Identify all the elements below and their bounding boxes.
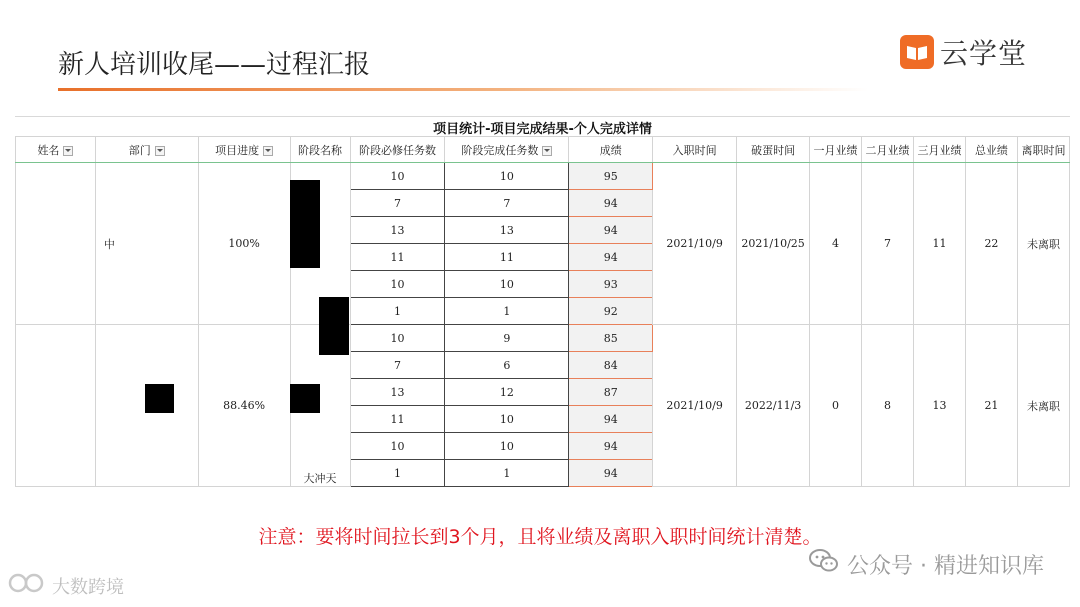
m2-cell[interactable]: 7 <box>862 163 914 325</box>
hatch-date-cell[interactable]: 2022/11/3 <box>737 325 810 487</box>
name-cell[interactable] <box>16 163 96 325</box>
filter-dropdown-icon[interactable] <box>63 146 73 156</box>
join-date-cell[interactable]: 2021/10/9 <box>653 325 737 487</box>
sheet-title: 项目统计-项目完成结果-个人完成详情 <box>433 122 652 137</box>
header-score[interactable]: 成绩 <box>569 137 653 163</box>
required-cell[interactable]: 10 <box>350 325 445 352</box>
completed-cell[interactable]: 1 <box>445 298 569 325</box>
wechat-icon <box>809 548 839 580</box>
redaction-block <box>290 384 320 413</box>
leave-cell[interactable]: 未离职 <box>1017 325 1069 487</box>
page-title: 新人培训收尾——过程汇报 <box>58 50 371 80</box>
score-cell[interactable]: 84 <box>569 352 653 379</box>
completed-cell[interactable]: 10 <box>445 433 569 460</box>
completed-cell[interactable]: 10 <box>445 406 569 433</box>
m1-cell[interactable]: 0 <box>810 325 862 487</box>
leave-cell[interactable]: 未离职 <box>1017 163 1069 325</box>
completed-cell[interactable]: 6 <box>445 352 569 379</box>
watermark-left <box>8 572 124 599</box>
title-underline <box>58 88 868 91</box>
score-cell[interactable]: 94 <box>569 217 653 244</box>
required-cell[interactable]: 10 <box>350 163 445 190</box>
filter-dropdown-icon[interactable] <box>155 146 165 156</box>
completed-cell[interactable]: 9 <box>445 325 569 352</box>
table-row <box>16 163 1070 190</box>
completed-cell[interactable]: 12 <box>445 379 569 406</box>
score-cell[interactable]: 94 <box>569 190 653 217</box>
book-icon <box>900 35 934 69</box>
watermark-right <box>809 548 1044 580</box>
logo-text: 云学堂 <box>940 37 1028 70</box>
watermark-right-text: 公众号 · 精进知识库 <box>847 553 1044 579</box>
brand-mark-icon <box>8 572 48 599</box>
table-row <box>16 325 1070 352</box>
filter-dropdown-icon[interactable] <box>542 146 552 156</box>
redaction-block <box>145 384 174 413</box>
completed-cell[interactable]: 10 <box>445 271 569 298</box>
header-name[interactable]: 姓名 <box>16 137 96 163</box>
completed-cell[interactable]: 13 <box>445 217 569 244</box>
header-completed[interactable]: 阶段完成任务数 <box>445 137 569 163</box>
dept-cell[interactable]: 中 <box>95 163 198 325</box>
header-dept[interactable]: 部门 <box>95 137 198 163</box>
header-join[interactable]: 入职时间 <box>653 137 737 163</box>
m1-cell[interactable]: 4 <box>810 163 862 325</box>
score-cell[interactable]: 93 <box>569 271 653 298</box>
total-cell[interactable]: 22 <box>965 163 1017 325</box>
m2-cell[interactable]: 8 <box>862 325 914 487</box>
header-leave[interactable]: 离职时间 <box>1017 137 1069 163</box>
required-cell[interactable]: 10 <box>350 433 445 460</box>
progress-cell[interactable]: 88.46% <box>198 325 290 487</box>
required-cell[interactable]: 11 <box>350 244 445 271</box>
score-cell[interactable]: 87 <box>569 379 653 406</box>
header-m3[interactable]: 三月业绩 <box>914 137 966 163</box>
completed-cell[interactable]: 7 <box>445 190 569 217</box>
detail-table <box>15 136 1070 487</box>
sheet-top-strip <box>15 108 1070 117</box>
watermark-left-text: 大数跨境 <box>52 576 124 598</box>
header-m2[interactable]: 二月业绩 <box>862 137 914 163</box>
note-text: 注意：要将时间拉长到3个月，且将业绩及离职入职时间统计清楚。 <box>258 526 822 548</box>
required-cell[interactable]: 7 <box>350 352 445 379</box>
m3-cell[interactable]: 13 <box>914 325 966 487</box>
spreadsheet <box>15 108 1070 483</box>
header-required[interactable]: 阶段必修任务数 <box>350 137 445 163</box>
name-cell[interactable] <box>16 325 96 487</box>
header-row <box>16 137 1070 163</box>
join-date-cell[interactable]: 2021/10/9 <box>653 163 737 325</box>
total-cell[interactable]: 21 <box>965 325 1017 487</box>
score-cell[interactable]: 94 <box>569 244 653 271</box>
redaction-block <box>290 180 320 268</box>
score-cell[interactable]: 94 <box>569 433 653 460</box>
score-cell[interactable]: 85 <box>569 325 653 352</box>
filter-dropdown-icon[interactable] <box>263 146 273 156</box>
header-hatch[interactable]: 破蛋时间 <box>737 137 810 163</box>
brand-logo <box>900 32 1027 72</box>
header-stage[interactable]: 阶段名称 <box>290 137 350 163</box>
completed-cell[interactable]: 10 <box>445 163 569 190</box>
completed-cell[interactable]: 11 <box>445 244 569 271</box>
header-total[interactable]: 总业绩 <box>965 137 1017 163</box>
m3-cell[interactable]: 11 <box>914 163 966 325</box>
required-cell[interactable]: 10 <box>350 271 445 298</box>
progress-cell[interactable]: 100% <box>198 163 290 325</box>
score-cell[interactable]: 95 <box>569 163 653 190</box>
required-cell[interactable]: 11 <box>350 406 445 433</box>
required-cell[interactable]: 1 <box>350 460 445 487</box>
completed-cell[interactable]: 1 <box>445 460 569 487</box>
score-cell[interactable]: 94 <box>569 460 653 487</box>
required-cell[interactable]: 7 <box>350 190 445 217</box>
header-progress[interactable]: 项目进度 <box>198 137 290 163</box>
score-cell[interactable]: 94 <box>569 406 653 433</box>
required-cell[interactable]: 13 <box>350 217 445 244</box>
stage-fragment: 大冲天 <box>303 472 337 485</box>
redaction-block <box>319 297 349 355</box>
header-m1[interactable]: 一月业绩 <box>810 137 862 163</box>
required-cell[interactable]: 1 <box>350 298 445 325</box>
required-cell[interactable]: 13 <box>350 379 445 406</box>
hatch-date-cell[interactable]: 2021/10/25 <box>737 163 810 325</box>
score-cell[interactable]: 92 <box>569 298 653 325</box>
